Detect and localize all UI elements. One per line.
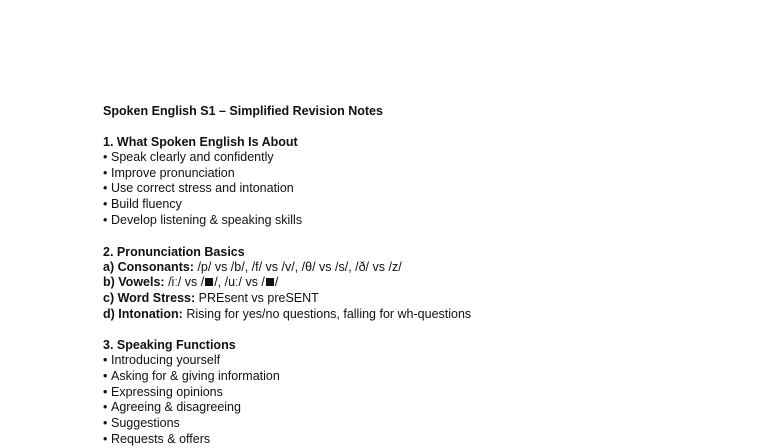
list-item: • Agreeing & disagreeing <box>103 400 241 415</box>
list-item: • Build fluency <box>103 197 182 212</box>
bullet-icon: • <box>103 431 108 446</box>
missing-glyph-icon <box>266 278 274 286</box>
pronunciation-item-intonation: d) Intonation: Rising for yes/no questions, falling for wh-questions <box>103 306 472 321</box>
bullet-icon: • <box>103 400 108 415</box>
list-item: • Suggestions <box>103 416 180 431</box>
bullet-icon: • <box>103 150 108 164</box>
pronunciation-item-word-stress: c) Word Stress: PREsent vs preSENT <box>103 290 319 305</box>
bullet-icon: • <box>103 181 108 196</box>
list-item: • Improve pronunciation <box>103 165 235 180</box>
section-heading: 2. Pronunciation Basics <box>103 244 245 259</box>
bullet-icon: • <box>103 369 108 384</box>
pronunciation-item-vowels: b) Vowels: /iː/ vs / /, /uː/ vs / / <box>103 275 279 290</box>
list-item: • Asking for & giving information <box>103 369 280 384</box>
list-item: • Introducing yourself <box>103 353 221 368</box>
document-title: Spoken English S1 – Simplified Revision Notes <box>103 104 383 118</box>
section-what-spoken-english <box>103 134 763 229</box>
list-item: • Expressing opinions <box>103 384 223 399</box>
document-page <box>103 103 763 448</box>
list-item: • Develop listening & speaking skills <box>103 212 303 227</box>
section-pronunciation-basics <box>103 244 763 323</box>
section-heading: 1. What Spoken English Is About <box>103 135 298 149</box>
bullet-icon: • <box>103 165 108 180</box>
section-heading: 3. Speaking Functions <box>103 338 236 353</box>
bullet-icon: • <box>103 353 108 368</box>
bullet-icon: • <box>103 197 108 212</box>
list-item: • Use correct stress and intonation <box>103 181 294 196</box>
bullet-icon: • <box>103 212 108 227</box>
bullet-icon: • <box>103 384 108 399</box>
pronunciation-item-consonants: a) Consonants: /p/ vs /b/, /f/ vs /v/, /θ/ vs /s/, /ð/ vs /z/ <box>103 259 402 274</box>
missing-glyph-icon <box>205 278 213 286</box>
section-speaking-functions <box>103 337 763 447</box>
bullet-icon: • <box>103 416 108 431</box>
list-item: • Requests & offers <box>103 431 211 446</box>
list-item: • Speak clearly and confidently <box>103 150 274 164</box>
